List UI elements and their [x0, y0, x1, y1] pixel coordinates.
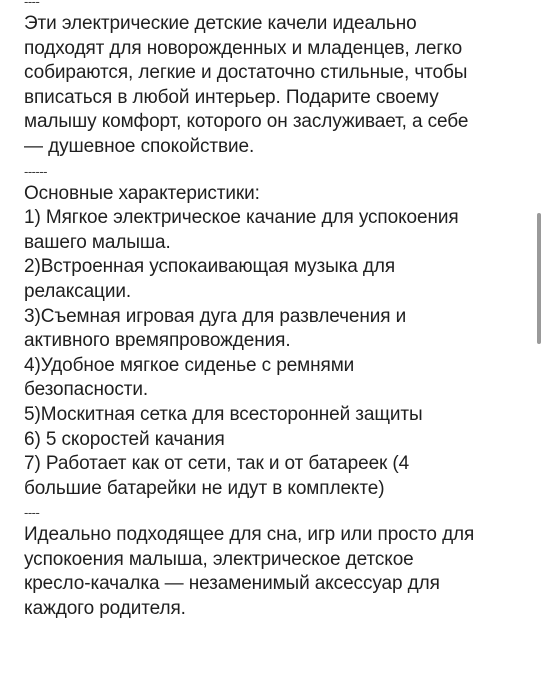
intro-line: вписаться в любой интерьер. Подарите своему: [24, 86, 439, 108]
description-text-block: [24, 0, 524, 622]
feature-line: безопасности.: [24, 379, 149, 401]
separator-features: ------: [24, 163, 47, 179]
separator-top: ----: [24, 0, 40, 9]
feature-line: 3)Съемная игровая дуга для развлечения и: [24, 305, 407, 327]
features-section: [24, 182, 524, 502]
feature-line: 1) Мягкое электрическое качание для успокоения: [24, 207, 459, 229]
feature-line: активного времяпровождения.: [24, 330, 291, 352]
feature-line: вашего малыша.: [24, 231, 171, 253]
feature-line: 4)Удобное мягкое сиденье с ремнями: [24, 354, 355, 376]
closing-line: кресло-качалка — незаменимый аксессуар для: [24, 573, 440, 595]
intro-line: малышу комфорт, которого он заслуживает, а себе: [24, 111, 469, 133]
feature-line: 2)Встроенная успокаивающая музыка для: [24, 256, 396, 278]
closing-paragraph: [24, 523, 524, 621]
intro-line: — душевное спокойствие.: [24, 135, 255, 157]
feature-line: релаксации.: [24, 280, 132, 302]
intro-paragraph: [24, 12, 524, 160]
intro-line: собираются, легкие и достаточно стильные, чтобы: [24, 62, 468, 84]
feature-line: 6) 5 скоростей качания: [24, 428, 225, 450]
closing-line: успокоения малыша, электрическое детское: [24, 548, 414, 570]
separator-closing: ----: [24, 505, 40, 521]
features-heading: Основные характеристики:: [24, 182, 260, 204]
vertical-scrollbar[interactable]: [537, 213, 541, 344]
feature-line: большие батарейки не идут в комплекте): [24, 477, 385, 499]
intro-line: Эти электрические детские качели идеально: [24, 13, 417, 34]
closing-line: Идеально подходящее для сна, игр или просто для: [24, 524, 475, 546]
feature-line: 7) Работает как от сети, так и от батареек (4: [24, 453, 410, 475]
feature-line: 5)Москитная сетка для всесторонней защиты: [24, 403, 423, 425]
intro-line: подходят для новорожденных и младенцев, легко: [24, 37, 463, 59]
closing-line: каждого родителя.: [24, 598, 186, 620]
